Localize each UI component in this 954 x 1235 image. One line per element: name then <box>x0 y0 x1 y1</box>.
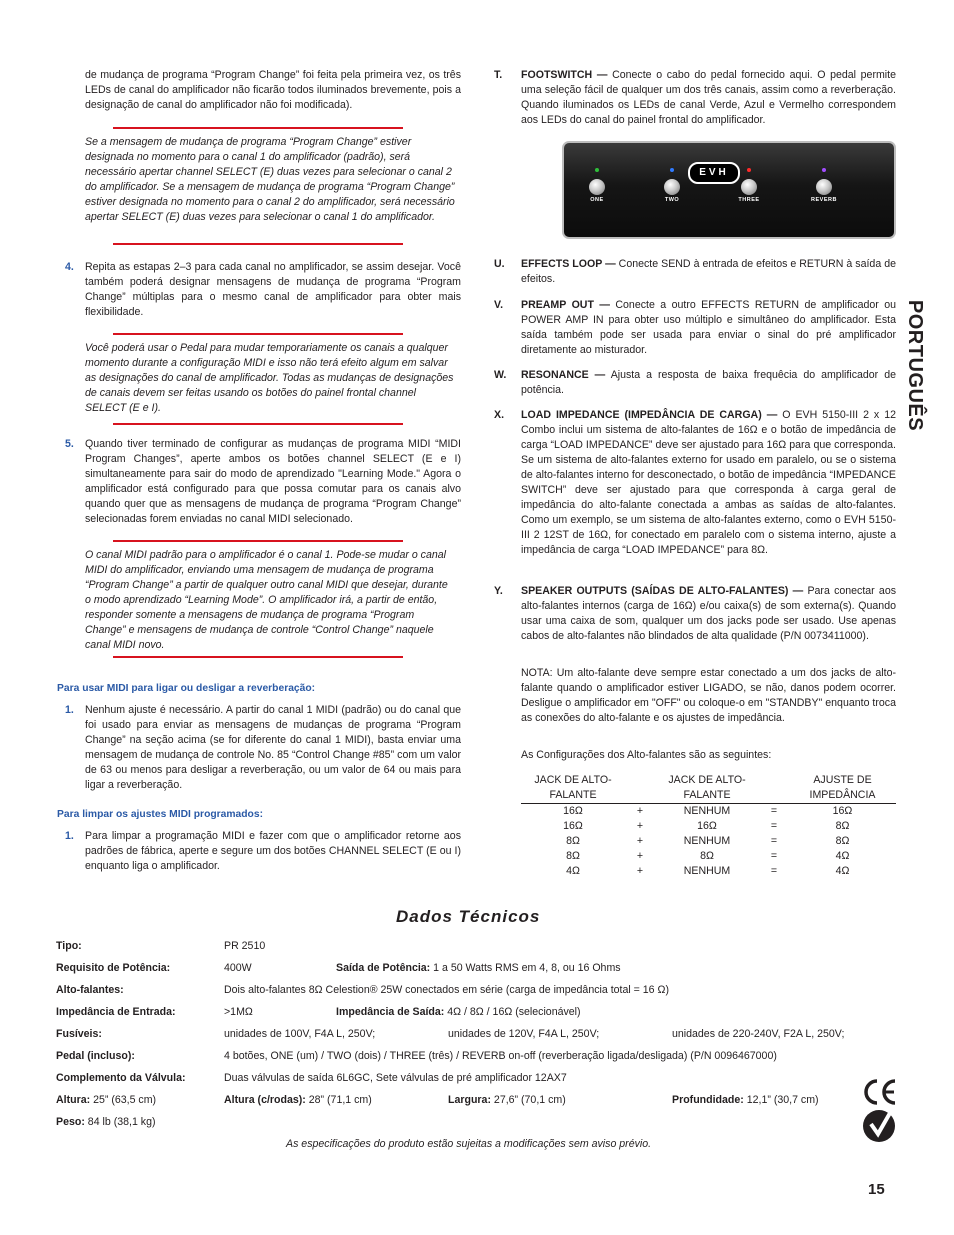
item-footswitch <box>521 68 896 128</box>
spec-value: 27,6” (70,1 cm) <box>490 1094 566 1106</box>
footswitch-button-icon <box>589 179 605 195</box>
spec-label: Complemento da Válvula: <box>56 1072 186 1084</box>
led-icon <box>747 168 751 172</box>
nota-paragraph: NOTA: Um alto-falante deve sempre estar conectado a um dos jacks de alto-falante quando o amplificador estiver LIGADO, se não, danos podem ocorrer. Desligue o amplificador em "OFF" ou coloque-o em "STANDBY" enquanto troca as conexões do alto-falante e os ajustes de impedância. <box>521 667 896 724</box>
table-cell: 8Ω <box>566 850 580 862</box>
item-heading: EFFECTS LOOP — <box>521 258 616 270</box>
pedal-label-one: ONE <box>590 197 604 203</box>
spec-value: 28” (71,1 cm) <box>305 1094 372 1106</box>
spec-pair <box>336 1005 581 1020</box>
item-heading: FOOTSWITCH — <box>521 69 608 81</box>
item-text: Conecte SEND à entrada de efeitos e RETURN à saída de efeitos. <box>521 258 896 285</box>
item-letter: T. <box>494 69 503 81</box>
spec-value: unidades de 220-240V, F2A L, 250V; <box>672 1028 845 1040</box>
item-letter: W. <box>494 369 507 381</box>
evh-logo: EVH <box>688 162 740 184</box>
spec-pair <box>56 1093 156 1108</box>
pedal-label-reverb: REVERB <box>811 197 837 203</box>
item-heading: SPEAKER OUTPUTS (SAÍDAS DE ALTO-FALANTES) — <box>521 585 804 597</box>
item-letter: X. <box>494 409 505 421</box>
specs-footnote: As especificações do produto estão sujeitas a modificações sem aviso prévio. <box>286 1138 652 1150</box>
item-letter: Y. <box>494 585 503 597</box>
table-cell: 8Ω <box>700 850 714 862</box>
spec-label: Alto-falantes: <box>56 984 124 996</box>
item-text: O EVH 5150-III 2 x 12 Combo inclui um sistema de alto-falantes de 16Ω e o botão de impedância de carga “LOAD IMPEDANCE” deve ser ajustado para 16Ω para que corresponda. Se um sistema de alto-falantes externo for usado em paralelo, ou se o sistema de alto-falantes interno for desconectado, o botão de impedância “IMPEDANCE SWITCH” deve ser ajustado para que corresponda à carga geral de impedância do alto-falante conectada a ambas as saídas de alto-falantes. Como um exemplo, se um sistema de alto-falantes externo, como o EVH 5150-III 2 12ST de 16Ω, for conectado em paralelo com o sistema interno, ajuste a impedância de carga “LOAD IMPEDANCE” para 8Ω. <box>521 409 896 556</box>
section-subheading: Para usar MIDI para ligar ou desligar a reverberação: <box>57 683 316 694</box>
spec-label: Impedância de Entrada: <box>56 1006 176 1018</box>
table-cell: = <box>770 820 778 832</box>
item-text: Para conectar aos alto-falantes internos (carga de 16Ω) e/ou caixa(s) de som externa(s). Quando usar uma caixa de som, qualquer um dos jacks pode ser usado. Use apenas cabos de alto-falantes não blindados de alta qualidade (P/N 0073411000). <box>521 585 897 642</box>
table-cell: 8Ω <box>835 835 850 847</box>
item-letter: U. <box>494 258 505 270</box>
spec-value: 1 a 50 Watts RMS em 4, 8, ou 16 Ohms <box>430 962 621 974</box>
note-divider <box>113 243 403 245</box>
speaker-config-table <box>521 773 896 879</box>
item-load-impedance <box>521 408 896 558</box>
table-cell: + <box>636 850 644 862</box>
table-cell: 8Ω <box>835 820 850 832</box>
pedal-label-three: THREE <box>738 197 760 203</box>
item-text: Ajusta a resposta de baixa frequêcia do amplificador de potência. <box>521 369 896 396</box>
table-header: JACK DE ALTO-FALANTE <box>655 773 759 804</box>
spec-value: unidades de 100V, F4A L, 250V; <box>224 1028 376 1040</box>
spec-value: 12,1” (30,7 cm) <box>743 1094 819 1106</box>
c-tick-mark-icon <box>863 1110 895 1142</box>
pedal-label-two: TWO <box>664 197 680 203</box>
item-preamp-out <box>521 298 896 358</box>
spec-value: 4Ω / 8Ω / 16Ω (selecionável) <box>444 1006 581 1018</box>
step-number: 1. <box>65 830 74 842</box>
spec-pair <box>56 1115 156 1130</box>
footswitch-button-icon <box>664 179 680 195</box>
spec-label: Largura: <box>448 1094 491 1106</box>
spec-value: 84 lb (38,1 kg) <box>84 1116 156 1128</box>
table-cell: 8Ω <box>566 835 580 847</box>
item-letter: V. <box>494 299 504 311</box>
item-speaker-outputs <box>521 584 896 644</box>
item-heading: RESONANCE — <box>521 369 606 381</box>
table-row <box>521 849 896 864</box>
led-icon <box>595 168 599 172</box>
table-cell: 16Ω <box>832 805 853 817</box>
spec-value: >1MΩ <box>224 1006 253 1018</box>
step-text: Para limpar a programação MIDI e fazer com que o amplificador retorne aos padrões de fábrica, aperte e segure um dos botões CHANNEL SELECT (E ou I) enquanto liga o amplificador. <box>85 830 461 872</box>
spec-label: Altura (c/rodas): <box>224 1094 306 1106</box>
step-number: 1. <box>65 704 74 716</box>
note-divider <box>113 333 403 335</box>
item-text: Conecte o cabo do pedal fornecido aqui. O pedal permite uma seleção fácil de qualquer um dos três canais, assim como a reverberação. Quando iluminados os LEDs de canal Verde, Azul e Vermelho correspondem aos LEDs do canal do painel frontal do amplificador. <box>521 69 896 126</box>
intro-paragraph: de mudança de programa “Program Change” foi feita pela primeira vez, os três LEDs de canal do amplificador não ficarão todos iluminados brevemente, pois a designação de canal do amplificador não foi modificada). <box>85 69 461 111</box>
note-text: Você poderá usar o Pedal para mudar temporariamente os canais a qualquer momento durante a configuração MIDI e isso não terá efeito algum em salvar as designações do canal de amplificador. Todas as mudanças de designações de canais devem ser feitas usando os botões do painel frontal channel SELECT (E e I). <box>85 342 454 414</box>
table-cell: 4Ω <box>835 850 850 862</box>
table-header-row <box>521 773 896 804</box>
item-effects-loop <box>521 257 896 287</box>
table-header: JACK DE ALTO-FALANTE <box>521 773 625 804</box>
spec-label: Fusíveis: <box>56 1028 102 1040</box>
spec-label: Requisito de Potência: <box>56 962 171 974</box>
table-cell: 4Ω <box>835 865 850 877</box>
spec-value: Duas válvulas de saída 6L6GC, Sete válvulas de pré amplificador 12AX7 <box>224 1072 567 1084</box>
table-cell: = <box>770 850 778 862</box>
footswitch-button-icon <box>816 179 832 195</box>
note-divider <box>113 540 403 542</box>
spec-pair <box>672 1093 819 1108</box>
table-cell: 16Ω <box>563 820 583 832</box>
spec-label: Pedal (incluso): <box>56 1050 135 1062</box>
spec-value: 4 botões, ONE (um) / TWO (dois) / THREE (três) / REVERB on-off (reverberação ligada/desligada) (P/N 0096467000) <box>224 1050 777 1062</box>
table-cell: 16Ω <box>563 805 583 817</box>
led-icon <box>822 168 826 172</box>
item-heading: LOAD IMPEDANCE (IMPEDÂNCIA DE CARGA) — <box>521 409 778 421</box>
table-cell: = <box>770 835 778 847</box>
config-intro: As Configurações dos Alto-falantes são as seguintes: <box>521 749 772 761</box>
table-header: AJUSTE DE IMPEDÂNCIA <box>789 773 896 804</box>
step-text: Quando tiver terminado de configurar as mudanças de programa MIDI “MIDI Program Changes”, aperte ambos os botões channel SELECT (E e I) simultaneamente para sair do modo de aprendizado "Learning Mode." Agora o amplificador está configurado para que possa comutar para os canais alvo quando quer que as mensagens de mudança de programa “Program Change” selecionadas forem enviadas no canal MIDI selecionado. <box>85 438 461 525</box>
footswitch-button-icon <box>741 179 757 195</box>
certification-marks <box>862 1075 898 1145</box>
step-text: Repita as estapas 2–3 para cada canal no amplificador, se assim desejar. Você também poderá designar mensagens de mudança de programa “Program Change” múltiplas para o mesmo canal de amplificador para obter mais flexibilidade. <box>85 261 461 318</box>
led-icon <box>670 168 674 172</box>
spec-label: Altura: <box>56 1094 91 1106</box>
step-number: 5. <box>65 438 74 450</box>
table-row <box>521 819 896 834</box>
table-cell: 16Ω <box>697 820 717 832</box>
spec-label: Tipo: <box>56 940 82 952</box>
table-cell: = <box>770 805 778 817</box>
table-cell: + <box>636 820 644 832</box>
language-label: PORTUGUÊS <box>904 299 927 431</box>
spec-value: 25” (63,5 cm) <box>90 1094 157 1106</box>
spec-label: Saída de Potência: <box>336 962 431 974</box>
table-row <box>521 834 896 849</box>
table-cell: + <box>636 865 644 877</box>
table-cell: + <box>636 835 644 847</box>
table-cell: 4Ω <box>566 865 580 877</box>
step-text: Nenhum ajuste é necessário. A partir do canal 1 MIDI (padrão) ou do canal que foi usado para enviar as mensagens de mudanças de programa “Program Change” na seção acima (se for diferente do canal 1 MIDI), basta enviar uma mensagem de mudança de controle No. 85 “Control Change #85” com um valor de 63 ou menos para desligar a reverberação, ou um valor de 64 ou mais para ligar a reverberação. <box>85 704 461 791</box>
table-cell: NENHUM <box>683 835 731 847</box>
table-cell: NENHUM <box>683 865 731 877</box>
table-row <box>521 804 896 820</box>
item-heading: PREAMP OUT — <box>521 299 610 311</box>
note-divider <box>113 423 403 425</box>
spec-value: 400W <box>224 962 252 974</box>
note-divider <box>113 656 403 658</box>
ce-mark-icon <box>866 1081 895 1103</box>
spec-value: Dois alto-falantes 8Ω Celestion® 25W conectados em série (carga de impedância total = 16 Ω) <box>224 984 669 996</box>
item-text: Conecte a outro EFFECTS RETURN de amplificador ou POWER AMP IN para obter uso múltiplo e simultâneo do amplificador. Esta saída também pode ser usada para enviar o sinal do pré amplificador diretamente ao misturador. <box>521 299 896 356</box>
table-cell: + <box>636 805 644 817</box>
spec-pair <box>336 961 621 976</box>
step-number: 4. <box>65 261 74 273</box>
spec-label: Profundidade: <box>672 1094 744 1106</box>
table-cell: = <box>770 865 778 877</box>
note-divider <box>113 127 403 129</box>
spec-label: Peso: <box>56 1116 85 1128</box>
page-number: 15 <box>868 1181 885 1198</box>
specs-title: Dados Técnicos <box>396 907 541 926</box>
table-row <box>521 864 896 879</box>
section-subheading: Para limpar os ajustes MIDI programados: <box>57 809 263 820</box>
footswitch-pedal-image <box>562 141 896 239</box>
item-resonance <box>521 368 896 398</box>
spec-value: unidades de 120V, F4A L, 250V; <box>448 1028 600 1040</box>
spec-pair <box>448 1093 566 1108</box>
spec-label: Impedância de Saída: <box>336 1006 445 1018</box>
spec-pair <box>224 1093 372 1108</box>
table-cell: NENHUM <box>683 805 731 817</box>
note-text: O canal MIDI padrão para o amplificador é o canal 1. Pode-se mudar o canal MIDI do amplificador, enviando uma mensagem de mudança de programa “Program Change” a partir de qualquer outro canal MIDI que desejar, durante o modo aprendizado “Learning Mode”. O amplificador irá, a partir de então, responder somente a mensagens de mudança de programa “Program Change” e mensagens de mudança de controle “Control Change” naquele canal MIDI novo. <box>85 549 448 651</box>
note-text: Se a mensagem de mudança de programa “Program Change” estiver designada no momento para o canal 1 do amplificador (padrão), será necessário apertar channel SELECT (E) duas vezes para selecionar o canal 2 do amplificador. Se a mensagem de mudança de programa “Program Change” estiver designada no momento para o canal 2 do amplificador, será necessário apertar SELECT (E) duas vezes para selecionar o canal 1 do amplificador. <box>85 136 455 223</box>
spec-value: PR 2510 <box>224 940 266 952</box>
